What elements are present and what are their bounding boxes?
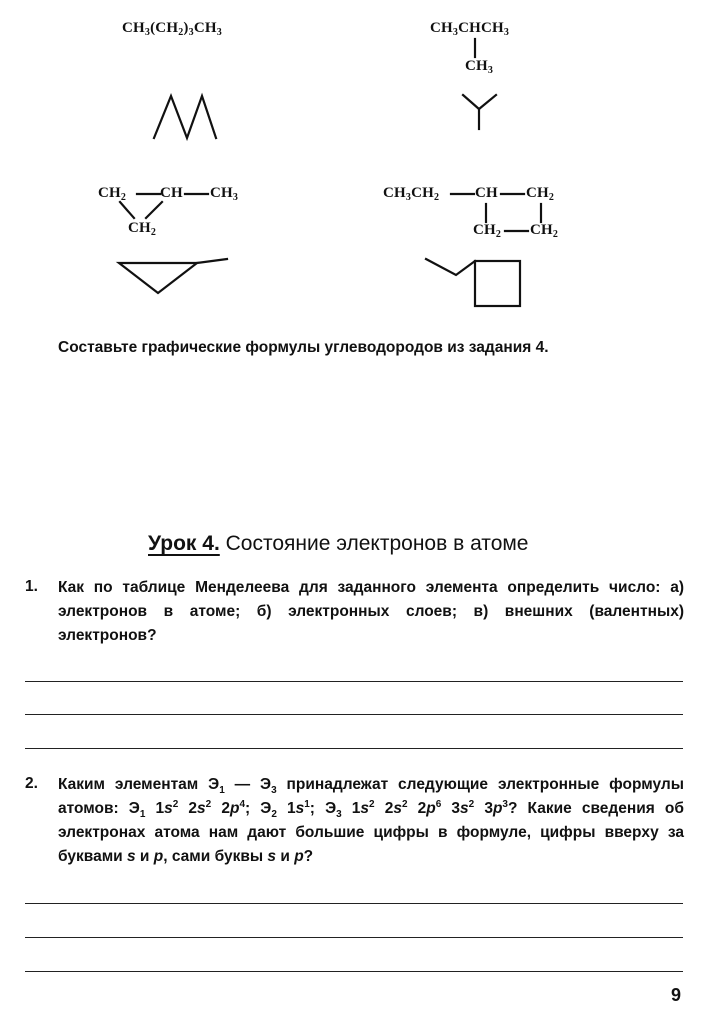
formula-isobutane-top: $CH_3CHCH_3$ bbox=[430, 20, 510, 38]
bond-cyclobutane-bottom bbox=[502, 222, 532, 238]
question-1-number: 1. bbox=[25, 578, 38, 595]
answer-line[interactable] bbox=[25, 748, 683, 749]
formula-cyclopropane-ch3: $CH_3$ bbox=[210, 185, 239, 203]
answer-line[interactable] bbox=[25, 714, 683, 715]
formula-cyclobutane-bottom: $CH_2$ bbox=[473, 222, 502, 240]
bond-ch2-ch-ring bbox=[448, 185, 478, 201]
skeleton-triangle bbox=[115, 255, 235, 300]
formula-cyclobutane-bottom-right: $CH_2$ bbox=[530, 222, 559, 240]
bond-ch-ch3 bbox=[182, 185, 212, 201]
formula-cyclobutane-ch: CH bbox=[475, 185, 498, 201]
formula-cyclobutane-ch2-right: $CH_2$ bbox=[526, 185, 555, 203]
question-2-text: Каким элементам $Э_1$ — $Э_3$ принадлежат следующие электронные формулы атомов: $Э_1$ $1s^2$ $2s^2$ $2p^4$; $Э_2$ $1s^1$; $Э_3$ $1s^2$ $2s^2$ $2p^6$ $3s^2$ $3p^3$? Какие сведения об электронах атома нам дают большие цифры в формуле, цифры вверху за буквами s и p, сами буквы s и p? bbox=[58, 776, 684, 865]
task-instruction: Составьте графические формулы углеводородов из задания 4. bbox=[58, 339, 549, 356]
question-2-number: 2. bbox=[25, 775, 38, 792]
skeleton-y-shape bbox=[460, 92, 500, 132]
skeleton-zigzag bbox=[150, 92, 220, 142]
bond-ch-ch2-ring bbox=[498, 185, 528, 201]
answer-line[interactable] bbox=[25, 971, 683, 972]
question-1-text: Как по таблице Менделеева для заданного элемента определить число: а) электронов в атоме; б) электронных слоев; в) внешних (валентных) электронов? bbox=[58, 579, 684, 644]
formula-cyclopropane-ch: CH bbox=[160, 185, 183, 201]
lesson-title bbox=[148, 532, 528, 556]
formula-cyclopropane-top: $CH_2$ bbox=[98, 185, 127, 203]
answer-line[interactable] bbox=[25, 903, 683, 904]
answer-line[interactable] bbox=[25, 681, 683, 682]
skeleton-square bbox=[420, 255, 530, 315]
answer-line[interactable] bbox=[25, 937, 683, 938]
formula-pentane: $CH_3(CH_2)_3CH_3$ bbox=[122, 20, 222, 38]
lesson-number: Урок 4. bbox=[148, 532, 220, 555]
page-number: 9 bbox=[671, 985, 682, 1005]
formula-cyclopropane-bottom: $CH_2$ bbox=[128, 220, 157, 238]
formula-isobutane-branch: $CH_3$ bbox=[465, 58, 494, 76]
lesson-name: Состояние электронов в атоме bbox=[225, 532, 529, 555]
formula-cyclobutane-top: $CH_3CH_2$ bbox=[383, 185, 440, 203]
